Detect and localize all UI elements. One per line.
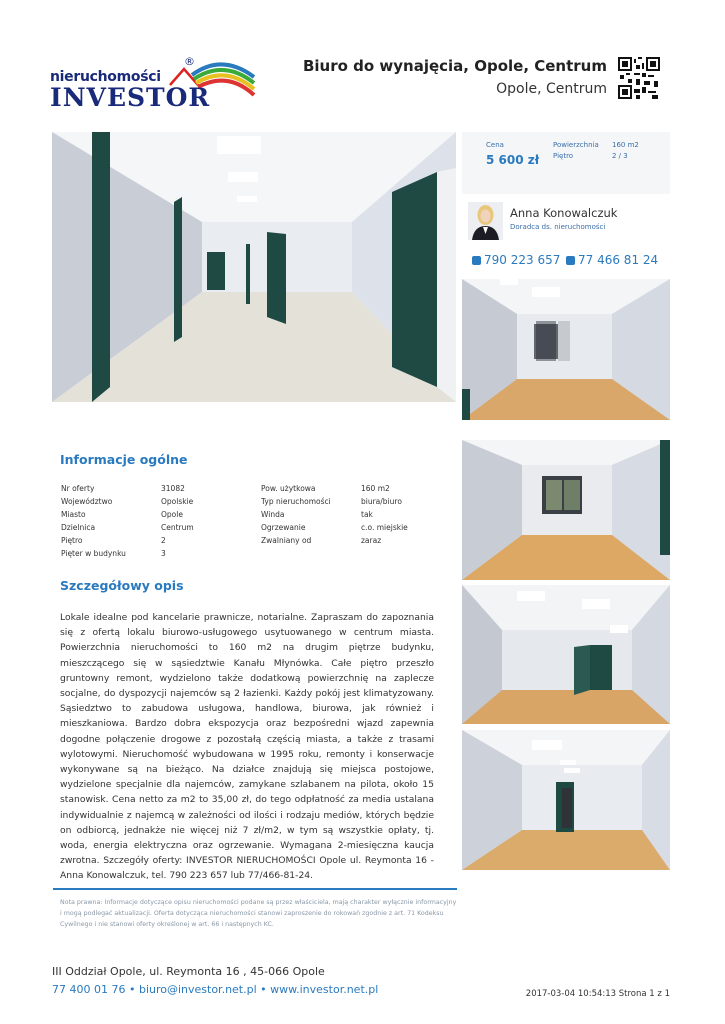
registered-mark: ® (184, 55, 195, 68)
value-property-type: biura/biuro (361, 497, 402, 506)
value-elevator: tak (361, 510, 373, 519)
photo-office-2[interactable] (462, 440, 670, 580)
description-heading: Szczegółowy opis (60, 578, 184, 593)
value-offer-number: 31082 (161, 484, 185, 493)
footer-date-page: 2017-03-04 10:54:13 Strona 1 z 1 (525, 989, 670, 999)
value-district: Centrum (161, 523, 194, 532)
agent-name: Anna Konowalczuk (510, 206, 618, 220)
value-usable-area: 160 m2 (361, 484, 390, 493)
price-label: Cena (486, 141, 504, 149)
label-usable-area: Pow. użytkowa (261, 484, 316, 493)
footer-address: III Oddział Opole, ul. Reymonta 16 , 45-066 Opole (52, 965, 325, 978)
value-floors-in-building: 3 (161, 549, 166, 558)
label-property-type: Typ nieruchomości (261, 497, 331, 506)
phone-icon (472, 256, 481, 265)
label-heating: Ogrzewanie (261, 523, 306, 532)
company-logo (50, 55, 255, 113)
floor-label: Piętro (553, 152, 574, 160)
price-value: 5 600 zł (486, 153, 540, 167)
page-title: Biuro do wynajęcia, Opole, Centrum (302, 57, 607, 75)
label-floor: Piętro (61, 536, 83, 545)
qr-code-icon (618, 57, 660, 99)
label-elevator: Winda (261, 510, 285, 519)
photo-office-4[interactable] (462, 730, 670, 870)
page-subtitle: Opole, Centrum (496, 81, 607, 97)
label-available-from: Zwalniany od (261, 536, 312, 545)
agent-phone-2[interactable] (566, 253, 658, 267)
price-summary-card (462, 132, 670, 194)
agent-role: Doradca ds. nieruchomości (510, 223, 606, 231)
agent-phone-1-number: 790 223 657 (484, 253, 561, 267)
area-value: 160 m2 (612, 141, 639, 149)
label-district: Dzielnica (61, 523, 96, 532)
label-city: Miasto (61, 510, 86, 519)
label-offer-number: Nr oferty (61, 484, 95, 493)
label-voivodeship: Województwo (61, 497, 113, 506)
legal-note: Nota prawna: Informacje dotyczące opisu nieruchomości podane są przez właściciela, mają charakter wyłącznie informacyjny i mogą podlegać aktualizacji. Oferta dotycząca nieruchomości stanowi zaproszenie do rokowań zgodnie z art. 71 Kodeksu Cywilnego i nie stanowi oferty określonej w art. 66 i następnych KC. (60, 899, 457, 928)
description-text: Lokale idealne pod kancelarie prawnicze, notarialne. Zapraszam do zapoznania się z ofertą lokalu biurowo-usługowego usytuowanego w centrum miasta. Powierzchnia nieruchomości to 160 m2 na drugim piętrze budynku, mieszczącego się w sąsiedztwie Kanału Młynówka. Całe piętro przeszło gruntowny remont, wydzielono także dodatkową powierzchnię na zaplecze socjalne, do dyspozycji najemców są 2 łazienki. Każdy pokój jest klimatyzowany. Sąsiedztwo to zabudowa usługowa, handlowa, biurowa, jak również i mieszkaniowa. Bardzo dobra ekspozycja oraz bezpośredni wjazd zapewnia dogodne połączenie drogowe z pozostałą częścią miasta, a także z trasami wylotowymi. Nieruchomość wybudowana w 1995 roku, remonty i konserwacje wykonywane są na bieżąco. Na działce znajdują się miejsca postojowe, wydzielone specjalnie dla najemców, zamykane szlabanem na pilota, około 15 stanowisk. Cena netto za m2 to 35,00 zł, do tego odpłatność za media ustalana indywidualnie z najemcą w zależności od ilości i rodzaju mediów, których będzie on odbiorcą, jednakże nie więcej niż 7 zł/m2, w tym są wszystkie opłaty, tj. woda, energia elektryczna oraz ogrzewanie. Wymagana 2-miesięczna kaucja zwrotna. Szczegóły oferty: INVESTOR NIERUCHOMOŚCI Opole ul. Reymonta 16 - Anna Konowalczuk, tel. 790 223 657 lub 77/466-81-24. (60, 612, 434, 882)
agent-phone-2-number: 77 466 81 24 (578, 253, 659, 267)
photo-office-window[interactable] (462, 279, 670, 420)
phone-icon (566, 256, 575, 265)
value-floor: 2 (161, 536, 166, 545)
agent-phone-1[interactable] (472, 253, 560, 267)
value-available-from: zaraz (361, 536, 382, 545)
label-floors-in-building: Pięter w budynku (61, 549, 126, 558)
agent-avatar (468, 202, 503, 240)
general-info-heading: Informacje ogólne (60, 452, 188, 467)
area-label: Powierzchnia (553, 141, 599, 149)
main-photo-corridor[interactable] (52, 132, 456, 402)
value-heating: c.o. miejskie (361, 523, 408, 532)
value-city: Opole (161, 510, 183, 519)
photo-office-3[interactable] (462, 585, 670, 724)
value-voivodeship: Opolskie (161, 497, 194, 506)
divider (53, 888, 457, 890)
logo-top-text: nieruchomości (50, 69, 161, 85)
floor-value: 2 / 3 (612, 152, 628, 160)
logo-main-text: INVESTOR (50, 83, 211, 112)
footer-contact[interactable]: 77 400 01 76 • biuro@investor.net.pl • www.investor.net.pl (52, 983, 379, 996)
